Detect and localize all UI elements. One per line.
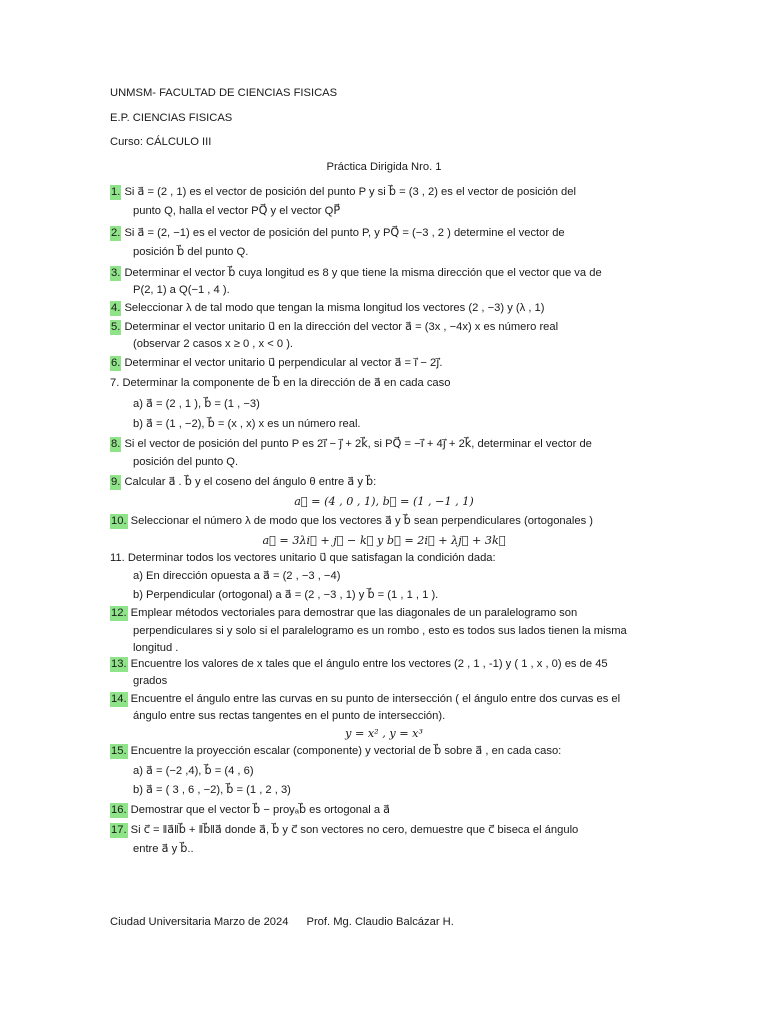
problem-number: 3. bbox=[111, 267, 121, 279]
problem-14 bbox=[110, 692, 620, 707]
problem-text: Si el vector de posición del punto P es 2i⃗ − j⃗ + 2k⃗, si PQ⃗ = −i⃗ + 4j⃗ + 2k⃗, determinar el vector de bbox=[124, 438, 592, 450]
problem-text: Seleccionar el número λ de modo que los vectores a⃗ y b⃗ sean perpendiculares (ortogonales ) bbox=[130, 515, 593, 527]
problem-number: 6. bbox=[111, 357, 121, 369]
problem-text-continued: punto Q, halla el vector PQ⃗ y el vector QP⃗ bbox=[133, 205, 341, 217]
footer-place-date: Ciudad Universitaria Marzo de 2024 bbox=[110, 916, 289, 928]
problem-text-continued: (observar 2 casos x ≥ 0 , x < 0 ). bbox=[133, 338, 294, 350]
problem-text-continued: P(2, 1) a Q(−1 , 4 ). bbox=[133, 284, 230, 296]
problem-text: Encuentre la proyección escalar (componente) y vectorial de b⃗ sobre a⃗ , en cada caso: bbox=[130, 745, 562, 757]
problem-12 bbox=[110, 606, 577, 621]
problem-9 bbox=[110, 475, 376, 490]
problem-number: 11. bbox=[110, 552, 125, 564]
problem-text: Encuentre los valores de x tales que el ángulo entre los vectores (2 , 1 , -1) y ( 1 , x , 0) es de 45 bbox=[130, 658, 608, 670]
problem-text: Calcular a⃗ . b⃗ y el coseno del ángulo θ entre a⃗ y b⃗: bbox=[124, 476, 377, 488]
problem-equation: a⃗ = 3λi⃗ + j⃗ − k⃗ y b⃗ = 2i⃗ + λj⃗ + 3k⃗ bbox=[262, 534, 506, 547]
problem-subitem: b) Perpendicular (ortogonal) a a⃗ = (2 , −3 , 1) y b⃗ = (1 , 1 , 1 ). bbox=[133, 589, 439, 601]
footer-professor: Prof. Mg. Claudio Balcázar H. bbox=[306, 916, 454, 928]
problem-equation: a⃗ = (4 , 0 , 1), b⃗ = (1 , −1 , 1) bbox=[294, 495, 474, 508]
problem-11 bbox=[110, 551, 496, 566]
problem-16 bbox=[110, 803, 390, 818]
problem-text: Si c⃗ = ‖a⃗‖b⃗ + ‖b⃗‖a⃗ donde a⃗, b⃗ y c⃗ son vectores no cero, demuestre que c⃗ biseca el ángulo bbox=[130, 824, 579, 836]
problem-15 bbox=[110, 744, 561, 759]
problem-subitem: a) a⃗ = (−2 ,4), b⃗ = (4 , 6) bbox=[133, 765, 254, 777]
problem-text: Si a⃗ = (2 , 1) es el vector de posición del punto P y si b⃗ = (3 , 2) es el vector de posición del bbox=[124, 186, 576, 198]
problem-2 bbox=[110, 226, 565, 241]
problem-number: 2. bbox=[111, 227, 121, 239]
header-school: E.P. CIENCIAS FISICAS bbox=[110, 112, 233, 124]
problem-text-continued: longitud . bbox=[133, 642, 179, 654]
problem-13 bbox=[110, 657, 608, 672]
problem-text-continued: posición del punto Q. bbox=[133, 456, 239, 468]
problem-text: Determinar el vector unitario u⃗ en la dirección del vector a⃗ = (3x , −4x) x es número real bbox=[124, 321, 559, 333]
problem-number: 14. bbox=[111, 693, 127, 705]
header-university: UNMSM- FACULTAD DE CIENCIAS FISICAS bbox=[110, 87, 338, 99]
problem-10 bbox=[110, 514, 593, 529]
problem-5 bbox=[110, 320, 558, 335]
problem-text: Encuentre el ángulo entre las curvas en su punto de intersección ( el ángulo entre dos curvas es el bbox=[130, 693, 621, 705]
problem-text: Determinar la componente de b⃗ en la dirección de a⃗ en cada caso bbox=[122, 377, 451, 389]
problem-number: 4. bbox=[111, 302, 121, 314]
problem-7 bbox=[110, 376, 450, 391]
problem-4 bbox=[110, 301, 545, 316]
problem-number: 9. bbox=[111, 476, 121, 488]
problem-text-continued: posición b⃗ del punto Q. bbox=[133, 246, 249, 258]
problem-text: Emplear métodos vectoriales para demostrar que las diagonales de un paralelogramo son bbox=[130, 607, 578, 619]
problem-number: 16. bbox=[111, 804, 127, 816]
problem-6 bbox=[110, 356, 442, 371]
problem-text: Determinar el vector b⃗ cuya longitud es 8 y que tiene la misma dirección que el vector que va de bbox=[124, 267, 602, 279]
problem-number: 17. bbox=[111, 824, 127, 836]
problem-number: 12. bbox=[111, 607, 127, 619]
problem-17 bbox=[110, 823, 578, 838]
problem-text: Determinar el vector unitario u⃗ perpendicular al vector a⃗ = i⃗ − 2j⃗. bbox=[124, 357, 443, 369]
problem-number: 8. bbox=[111, 438, 121, 450]
problem-equation: y = x² , y = x³ bbox=[345, 727, 423, 740]
footer bbox=[110, 915, 454, 930]
problem-number: 10. bbox=[111, 515, 127, 527]
problem-text: Determinar todos los vectores unitario u⃗ que satisfagan la condición dada: bbox=[127, 552, 496, 564]
problem-text: Si a⃗ = (2, −1) es el vector de posición del punto P, y PQ⃗ = (−3 , 2 ) determine el vector de bbox=[124, 227, 565, 239]
problem-1 bbox=[110, 185, 576, 200]
problem-text: Demostrar que el vector b⃗ − proyₐb⃗ es ortogonal a a⃗ bbox=[130, 804, 391, 816]
problem-number: 1. bbox=[111, 186, 121, 198]
problem-text-continued: ángulo entre sus rectas tangentes en el punto de intersección). bbox=[133, 710, 446, 722]
problem-number: 5. bbox=[111, 321, 121, 333]
problem-text-continued: grados bbox=[133, 675, 168, 687]
problem-text-continued: perpendiculares si y solo si el paralelogramo es un rombo , esto es todos sus lados tienen la misma bbox=[133, 625, 627, 637]
problem-number: 7. bbox=[110, 377, 120, 389]
problem-8 bbox=[110, 437, 592, 452]
problem-subitem: b) a⃗ = ( 3 , 6 , −2), b⃗ = (1 , 2 , 3) bbox=[133, 784, 291, 796]
header-course: Curso: CÁLCULO III bbox=[110, 136, 212, 148]
page-title: Práctica Dirigida Nro. 1 bbox=[326, 161, 442, 173]
problem-3 bbox=[110, 266, 602, 281]
problem-subitem: a) En dirección opuesta a a⃗ = (2 , −3 , −4) bbox=[133, 570, 341, 582]
problem-subitem: a) a⃗ = (2 , 1 ), b⃗ = (1 , −3) bbox=[133, 398, 260, 410]
problem-text: Seleccionar λ de tal modo que tengan la misma longitud los vectores (2 , −3) y (λ , 1) bbox=[124, 302, 545, 314]
problem-number: 13. bbox=[111, 658, 127, 670]
problem-subitem: b) a⃗ = (1 , −2), b⃗ = (x , x) x es un número real. bbox=[133, 418, 361, 430]
problem-number: 15. bbox=[111, 745, 127, 757]
problem-text-continued: entre a⃗ y b⃗.. bbox=[133, 843, 194, 855]
